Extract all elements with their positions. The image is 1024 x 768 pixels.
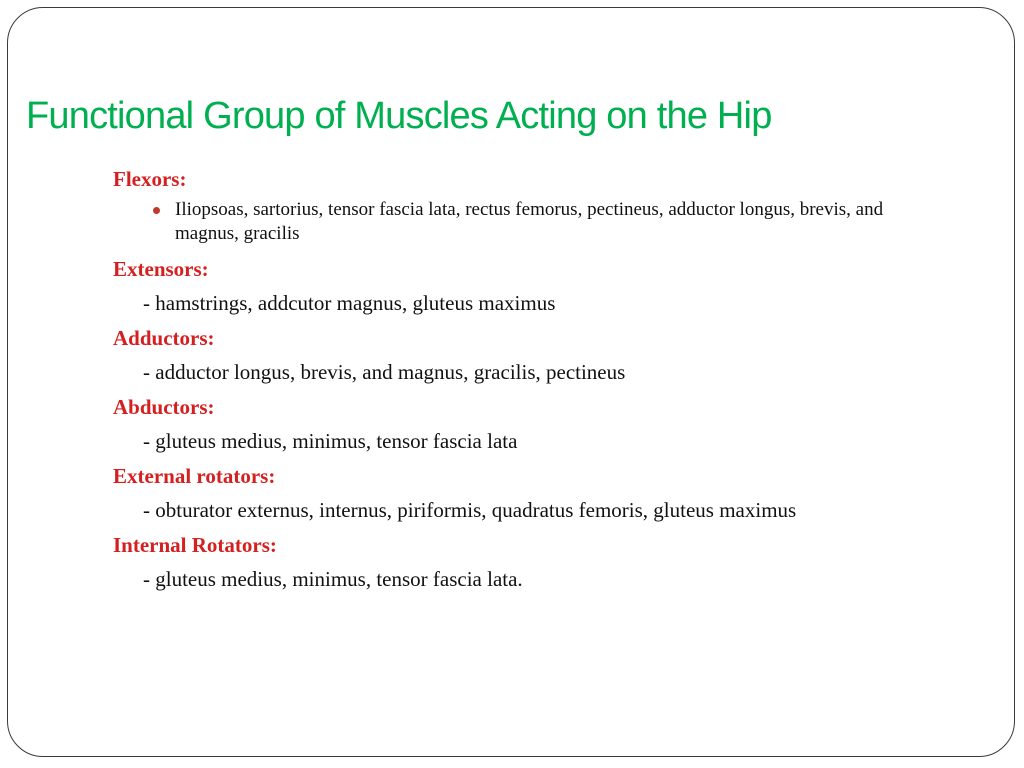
heading-extensors: Extensors: xyxy=(113,257,209,281)
desc-extensors: - hamstrings, addcutor magnus, gluteus maximus xyxy=(143,291,556,315)
bullet-item-flexors xyxy=(113,198,915,246)
desc-internal-rotators: - gluteus medius, minimus, tensor fascia lata. xyxy=(143,567,523,591)
desc-adductors: - adductor longus, brevis, and magnus, gracilis, pectineus xyxy=(143,360,626,384)
heading-internal-rotators: Internal Rotators: xyxy=(113,533,277,557)
bullet-text-flexors: Iliopsoas, sartorius, tensor fascia lata, rectus femorus, pectineus, adductor longus, brevis, and magnus, gracilis xyxy=(175,199,884,244)
bullet-dot-icon xyxy=(153,207,160,214)
desc-abductors: - gluteus medius, minimus, tensor fascia lata xyxy=(143,429,518,453)
heading-abductors: Abductors: xyxy=(113,395,215,419)
heading-flexors: Flexors: xyxy=(113,167,187,191)
slide-content xyxy=(113,164,993,599)
heading-external-rotators: External rotators: xyxy=(113,464,276,488)
heading-adductors: Adductors: xyxy=(113,326,215,350)
desc-external-rotators: - obturator externus, internus, piriformis, quadratus femoris, gluteus maximus xyxy=(143,498,797,522)
slide-title: Functional Group of Muscles Acting on the Hip xyxy=(26,95,772,137)
